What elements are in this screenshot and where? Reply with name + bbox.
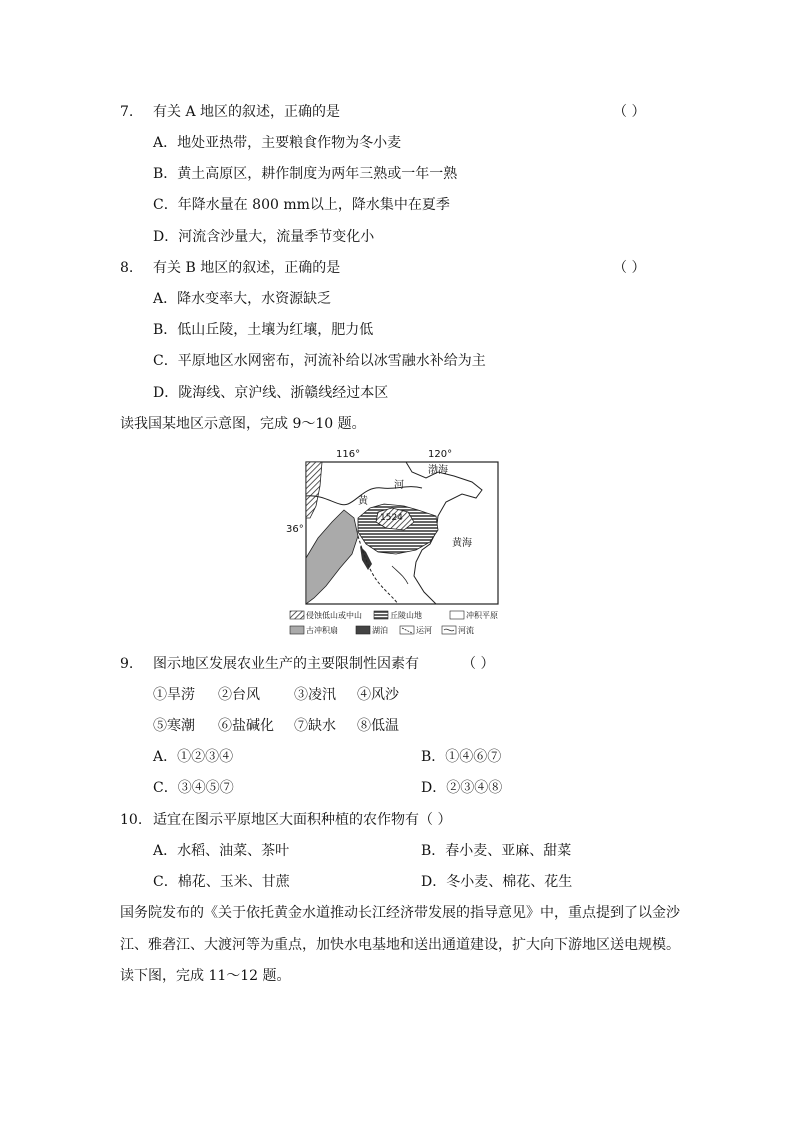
river-huang-label: 黄 (358, 496, 368, 507)
question-7-number: 7. (120, 104, 134, 120)
question-10-option-a: A．水稻、油菜、茶叶 (153, 843, 290, 859)
question-7-answer-blank: （ ） (613, 104, 646, 120)
factor-8: ⑧低温 (357, 718, 399, 734)
factor-5: ⑤寒潮 (153, 718, 195, 734)
latitude-36-label: 36° (286, 524, 304, 535)
legend-label-fan: 古冲积扇 (306, 626, 338, 635)
longitude-120-label: 120° (428, 449, 453, 460)
question-7-option-a: A．地处亚热带，主要粮食作物为冬小麦 (153, 135, 402, 151)
question-8-option-d: D．陇海线、京沪线、浙赣线经过本区 (153, 385, 389, 401)
question-9-option-a: A．①②③④ (153, 749, 234, 765)
factor-4: ④风沙 (357, 687, 399, 703)
paragraph-11-12-line-2: 江、雅砻江、大渡河等为重点，加快水电基地和送出通道建设，扩大向下游地区送电规模。 (120, 937, 680, 953)
question-8-option-b: B．低山丘陵，土壤为红壤，肥力低 (153, 322, 374, 338)
question-9-option-b: B．①④⑥⑦ (421, 749, 502, 765)
factor-7: ⑦缺水 (294, 718, 336, 734)
factor-1: ①旱涝 (153, 687, 195, 703)
question-8-option-a: A．降水变率大，水资源缺乏 (153, 291, 332, 307)
question-10-stem: 适宜在图示平原地区大面积种植的农作物有（ ） (153, 812, 452, 828)
question-10-number: 10. (120, 812, 143, 828)
factor-6: ⑥盐碱化 (218, 718, 274, 734)
question-7-option-d: D．河流含沙量大，流量季节变化小 (153, 229, 375, 245)
question-9-option-d: D．②③④⑧ (421, 780, 503, 796)
river-he-label: 河 (394, 480, 404, 491)
question-8-option-c: C．平原地区水网密布，河流补给以冰雪融水补给为主 (153, 353, 486, 369)
question-7-option-c: C．年降水量在 800 mm以上，降水集中在夏季 (153, 197, 450, 213)
map-legend (290, 610, 498, 635)
legend-blank-box-icon (450, 611, 464, 619)
question-9-number: 9. (120, 656, 134, 672)
legend-label-lake: 湖泊 (372, 626, 388, 635)
paragraph-11-12-line-1: 国务院发布的《关于依托黄金水道推动长江经济带发展的指导意见》中，重点提到了以金沙 (120, 905, 680, 921)
intro-9-10: 读我国某地区示意图，完成 9～10 题。 (120, 416, 366, 432)
question-10-option-d: D．冬小麦、棉花、花生 (421, 874, 573, 890)
question-8-number: 8. (120, 260, 134, 276)
question-9-answer-blank: （ ） (462, 656, 495, 672)
paragraph-11-12-line-3: 读下图，完成 11～12 题。 (120, 968, 291, 984)
factor-2: ②台风 (218, 687, 260, 703)
question-7-option-b: B．黄土高原区，耕作制度为两年三熟或一年一熟 (153, 166, 458, 182)
legend-grey-box-icon (290, 626, 304, 634)
legend-canal-icon (400, 626, 414, 634)
legend-label-plain: 冲积平原 (466, 611, 498, 620)
legend-dark-box-icon (356, 626, 370, 634)
question-10-option-c: C．棉花、玉米、甘蔗 (153, 874, 290, 890)
huanghai-label: 黄海 (452, 538, 472, 549)
question-9-stem: 图示地区发展农业生产的主要限制性因素有 (153, 656, 419, 672)
peak-elevation-label: 1524 (380, 513, 403, 523)
legend-label-canal: 运河 (416, 626, 432, 635)
factor-3: ③凌汛 (294, 687, 336, 703)
question-9-option-c: C．③④⑤⑦ (153, 780, 234, 796)
bohai-label: 渤海 (428, 465, 448, 476)
legend-diagonal-hatch-icon (290, 611, 304, 619)
legend-label-eroded: 侵蚀低山或中山 (306, 611, 362, 620)
question-10-option-b: B．春小麦、亚麻、甜菜 (421, 843, 572, 859)
legend-horizontal-hatch-icon (374, 611, 388, 619)
region-map-figure (286, 446, 522, 642)
question-7-stem: 有关 A 地区的叙述，正确的是 (153, 104, 341, 120)
longitude-116-label: 116° (336, 449, 361, 460)
legend-label-hills: 丘陵山地 (390, 611, 422, 620)
legend-label-river: 河流 (458, 626, 474, 635)
question-8-stem: 有关 B 地区的叙述，正确的是 (153, 260, 341, 276)
question-8-answer-blank: （ ） (613, 260, 646, 276)
